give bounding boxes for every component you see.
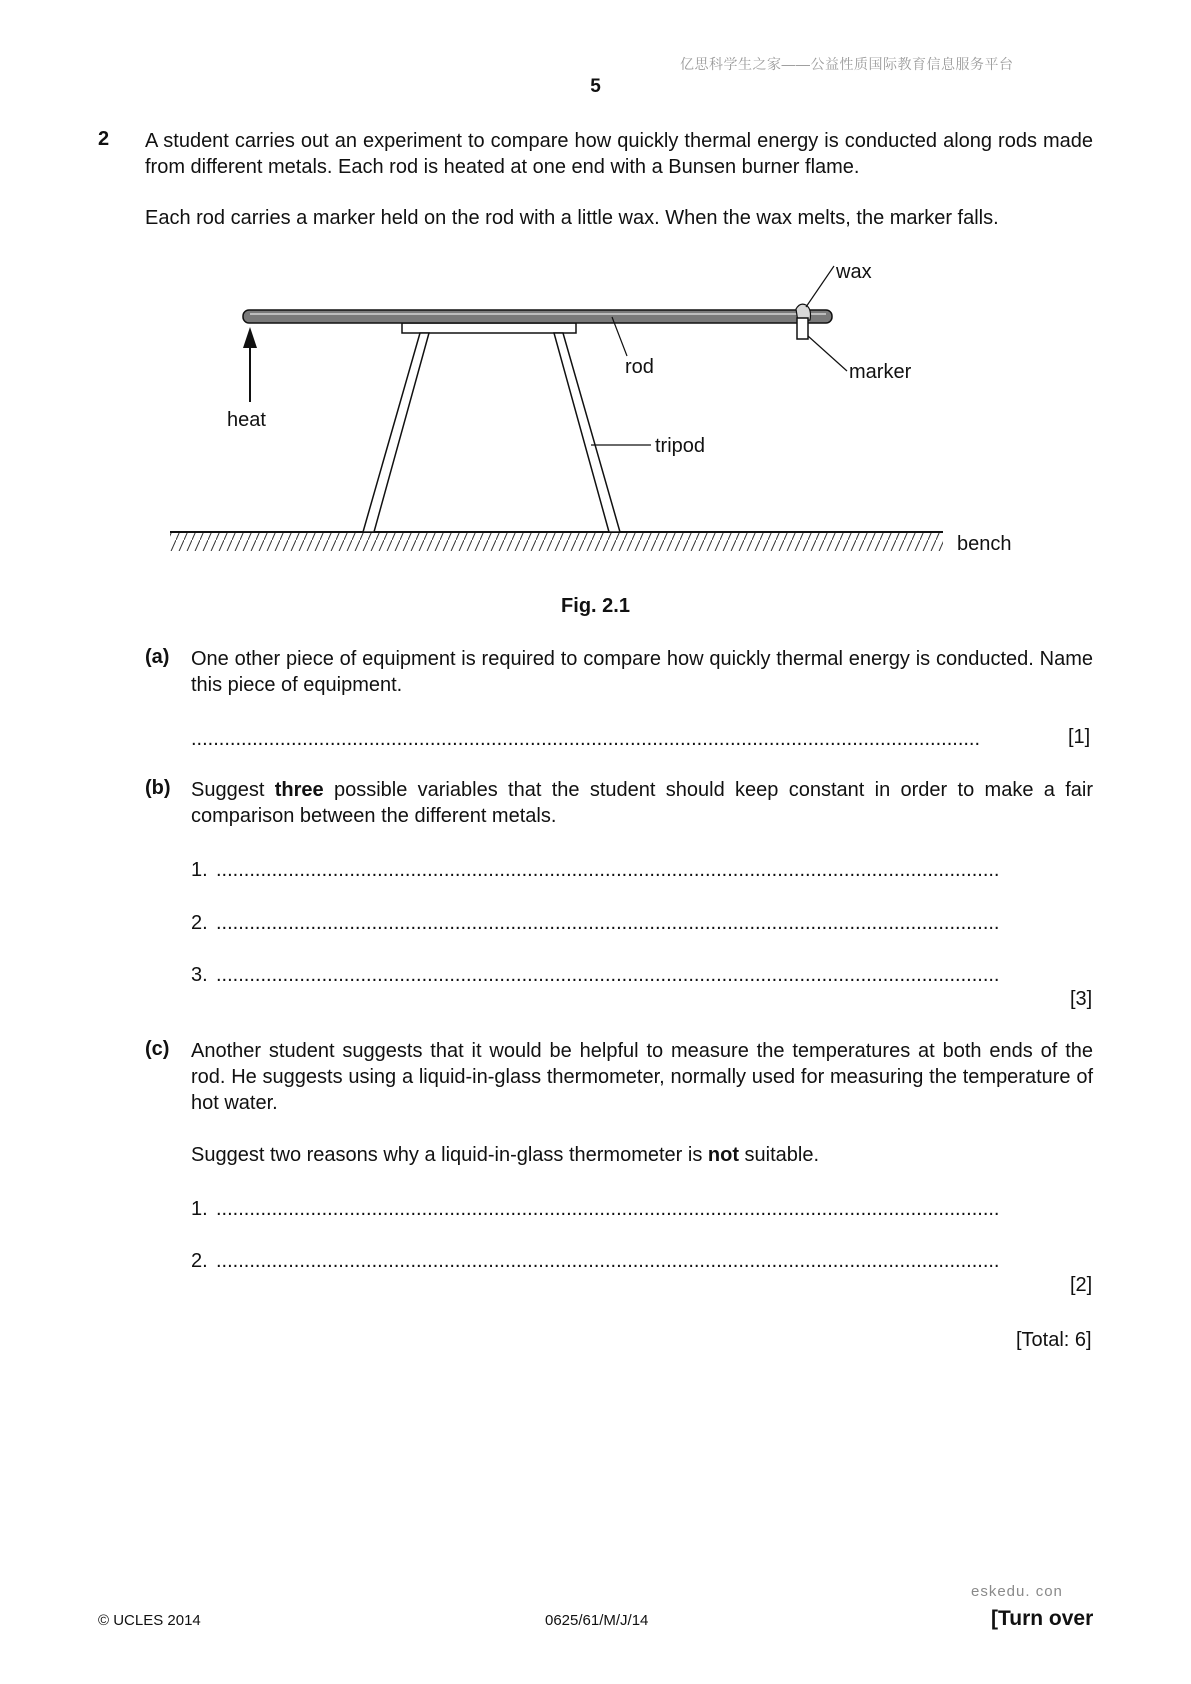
- bench: [170, 532, 943, 551]
- part-b-text: Suggest three possible variables that the student should keep constant in order to make a fair comparison between the different metals.: [191, 779, 1093, 827]
- part-b-answer-line-3[interactable]: .............................................................................................................................................: [216, 964, 1000, 986]
- part-c-answer-line-1[interactable]: .............................................................................................................................................: [216, 1198, 1000, 1220]
- label-heat: heat: [227, 409, 266, 431]
- part-c-text: Another student suggests that it would be helpful to measure the temperatures at both ends of the rod. He suggests using a liquid-in-glass thermometer, normally used for measuring the temperature of hot water.: [191, 1040, 1093, 1114]
- figure-apparatus-diagram: [0, 255, 1191, 565]
- part-b-answer-line-1[interactable]: .............................................................................................................................................: [216, 859, 1000, 881]
- header-watermark: 亿思科学生之家——公益性质国际教育信息服务平台: [680, 56, 1014, 72]
- part-c-label: (c): [145, 1038, 170, 1060]
- marker: [797, 318, 808, 339]
- question-number: 2: [98, 128, 110, 150]
- part-c-marks: [2]: [1070, 1274, 1093, 1296]
- part-c-line-2-number: 2.: [191, 1250, 208, 1272]
- part-a-text: One other piece of equipment is required to compare how quickly thermal energy is conducted. Name this piece of equipment.: [191, 648, 1093, 696]
- part-c-answer-line-2[interactable]: .............................................................................................................................................: [216, 1250, 1000, 1272]
- page-number: 5: [590, 76, 601, 97]
- part-b-line-2-number: 2.: [191, 912, 208, 934]
- part-c-line-1-number: 1.: [191, 1198, 208, 1220]
- part-b-answer-line-2[interactable]: .............................................................................................................................................: [216, 912, 1000, 934]
- part-c-prompt: Suggest two reasons why a liquid-in-glass thermometer is not suitable.: [191, 1144, 820, 1166]
- part-a-label: (a): [145, 646, 170, 668]
- part-b-label: (b): [145, 777, 171, 799]
- footer-watermark: eskedu. con: [971, 1583, 1063, 1600]
- label-rod: rod: [625, 356, 654, 378]
- footer-copyright: © UCLES 2014: [98, 1612, 201, 1629]
- label-tripod: tripod: [655, 435, 706, 457]
- part-b-line-1-number: 1.: [191, 859, 208, 881]
- label-marker: marker: [849, 361, 912, 383]
- part-b-line-3-number: 3.: [191, 964, 208, 986]
- label-wax: wax: [836, 261, 872, 283]
- part-a-marks: [1]: [1068, 726, 1091, 748]
- label-bench: bench: [957, 533, 1012, 555]
- total-marks: [Total: 6]: [1016, 1329, 1092, 1351]
- heat-arrow: [243, 327, 257, 402]
- turn-over: [Turn over: [991, 1607, 1094, 1630]
- tripod: [363, 323, 620, 532]
- rod: [243, 310, 832, 323]
- figure-caption: Fig. 2.1: [561, 595, 630, 617]
- part-b-marks: [3]: [1070, 988, 1093, 1010]
- question-intro-1: A student carries out an experiment to compare how quickly thermal energy is conducted along rods made from different metals. Each rod is heated at one end with a Bunsen burner flame.: [145, 130, 1093, 178]
- part-a-answer-line[interactable]: ..............................................................................................................................................: [191, 728, 981, 750]
- question-intro-2: Each rod carries a marker held on the rod with a little wax. When the wax melts, the marker falls.: [145, 207, 999, 229]
- footer-paper-code: 0625/61/M/J/14: [545, 1612, 649, 1629]
